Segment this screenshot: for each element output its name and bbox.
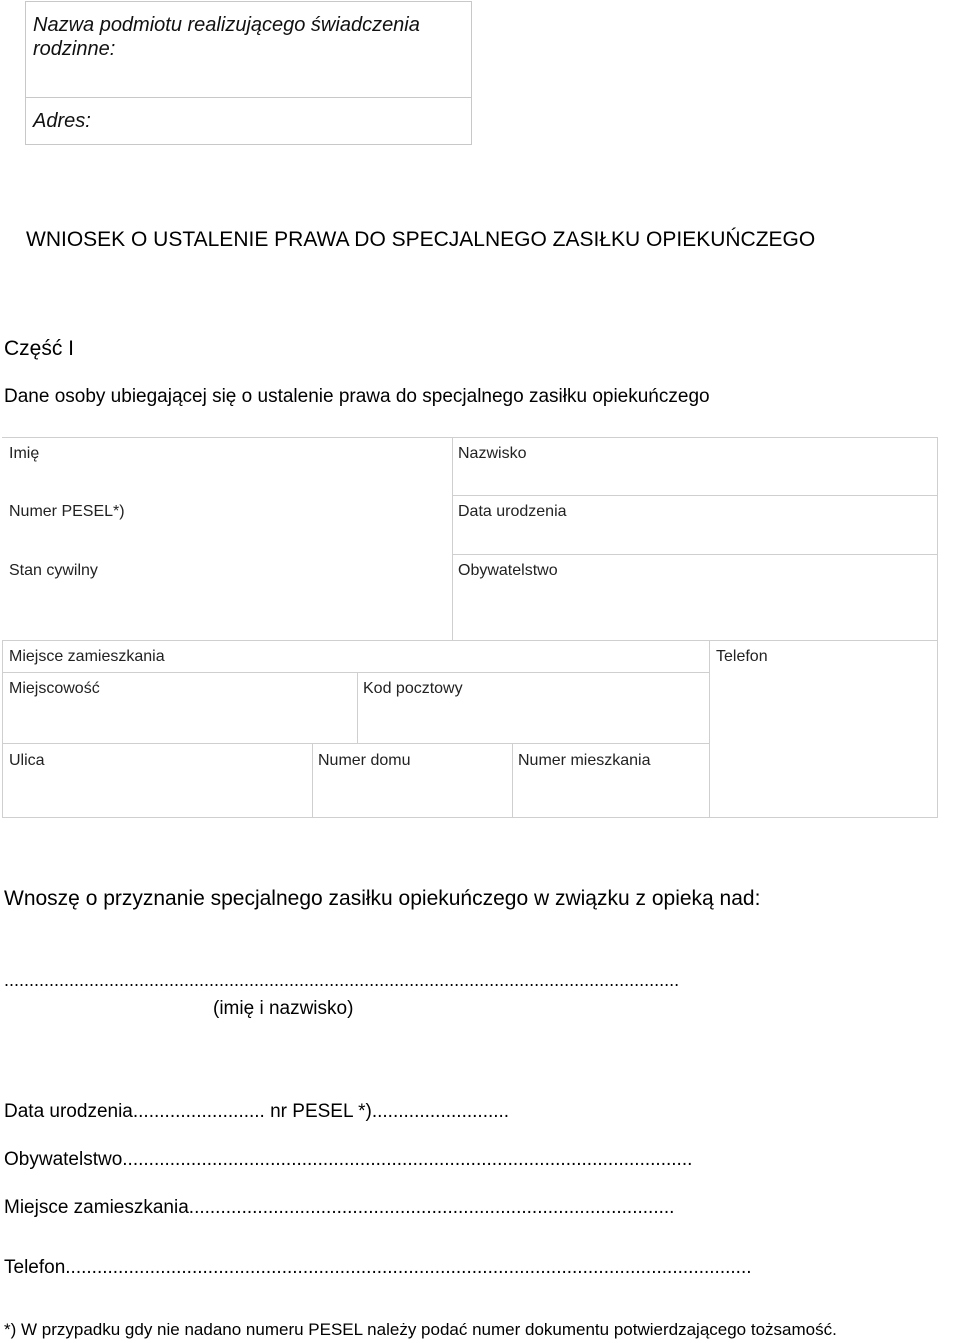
pesel-field[interactable]: Numer PESEL*) xyxy=(9,503,125,520)
cared-person-birth-pesel-line[interactable]: Data urodzenia......................... nr PESEL *).......................... xyxy=(4,1101,510,1122)
part-subtitle: Dane osoby ubiegającej się o ustalenie prawa do specjalnego zasiłku opiekuńczego xyxy=(4,386,710,407)
form-title: WNIOSEK O USTALENIE PRAWA DO SPECJALNEGO ZASIŁKU OPIEKUŃCZEGO xyxy=(26,228,816,251)
cared-person-phone-line[interactable]: Telefon.................................................................................................................................. xyxy=(4,1257,752,1278)
city-field[interactable]: Miejscowość xyxy=(9,680,100,697)
postal-code-field[interactable]: Kod pocztowy xyxy=(363,680,463,697)
last-name-field[interactable]: Nazwisko xyxy=(458,445,527,462)
part-label: Część I xyxy=(4,337,75,360)
name-caption: (imię i nazwisko) xyxy=(213,998,354,1019)
house-number-field[interactable]: Numer domu xyxy=(318,752,411,769)
entity-label: Nazwa podmiotu realizującego świadczenia rodzinne: xyxy=(33,14,420,60)
cared-person-residence-line[interactable]: Miejsce zamieszkania............................................................................................ xyxy=(4,1197,675,1218)
citizenship-field[interactable]: Obywatelstwo xyxy=(458,562,558,579)
footnote: *) W przypadku gdy nie nadano numeru PESEL należy podać numer dokumentu potwierdzającego tożsamość. xyxy=(4,1320,837,1339)
birth-date-field[interactable]: Data urodzenia xyxy=(458,503,567,520)
street-field[interactable]: Ulica xyxy=(9,752,45,769)
residence-heading: Miejsce zamieszkania xyxy=(9,648,165,665)
request-statement: Wnoszę o przyznanie specjalnego zasiłku opiekuńczego w związku z opieką nad: xyxy=(4,887,761,910)
first-name-field[interactable]: Imię xyxy=(9,445,40,462)
marital-status-field[interactable]: Stan cywilny xyxy=(9,562,98,579)
cared-person-citizenship-line[interactable]: Obywatelstwo............................................................................................................ xyxy=(4,1149,693,1170)
address-box xyxy=(25,97,472,145)
address-label: Adres: xyxy=(33,110,91,132)
cared-person-name-line[interactable]: ....................................................................................................................................... xyxy=(4,970,680,990)
apartment-number-field[interactable]: Numer mieszkania xyxy=(518,752,651,769)
phone-field[interactable]: Telefon xyxy=(716,648,768,665)
